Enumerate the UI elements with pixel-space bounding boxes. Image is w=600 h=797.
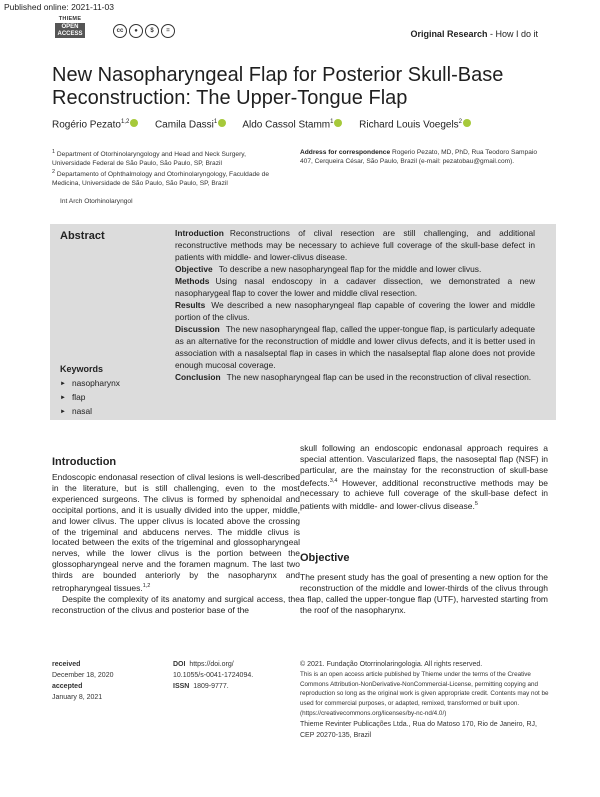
logo-access: ACCESS [57,30,83,37]
article-section-label [410,29,538,39]
keywords-list [60,377,120,419]
citation-mark: 3,4 [329,477,338,484]
correspondence-text: Rogerio Pezato, MD, PhD, Rua Teodoro Sampaio 407, Cerqueira César, São Paulo, Brazil (e-mail: pezatobau@gmail.com). [300,149,537,165]
doi-link[interactable]: https://doi.org/ [189,661,234,668]
affiliation-text: Department of Otorhinolaryngology and Head and Neck Surgery, Universidade Federal de São Paulo, São Paulo, SP, Brazil [52,151,246,168]
abstract-section [175,227,535,263]
license-text: This is an open access article published by Thieme under the terms of the Creative Commons Attribution-NonDerivative-NonCommercial-License, permitting copying and reproduction so long as the original work is given appropriate credit. Contents may not be used for commercial purposes, or adapted, remixed, transformed or built upon. (https://creativecommons.org/licenses/by-nc-nd/4.0/) [300,671,549,717]
issn-value: 1809-9777. [193,683,229,690]
abstract-section-head: Introduction [175,228,224,238]
published-online-date: Published online: 2021-11-03 [4,2,114,12]
paragraph-text: skull following an endoscopic endonasal approach requires a special attention. Vascularized flaps, the nasoseptal flap (NSF) in particular, are the mainstay for the reconstruction of skull-base defects. [300,443,548,488]
keyword-item: ► nasopharynx [60,377,120,391]
abstract-body [175,227,535,383]
introduction-heading: Introduction [52,456,117,468]
abstract-section-head: Conclusion [175,372,221,382]
abstract-section-text: The new nasopharyngeal flap, called the upper-tongue flap, is particularly adequate as an alternative for the reconstruction of middle and lower clivus defects, and it is better used in association with a nasalseptal flap in cases in which the nasalseptal flap alone does not provide enough mucosal coverage. [175,324,535,370]
author-affiliation-mark: 1 [213,119,218,125]
abstract-section [175,323,535,371]
abstract-section-text: The new nasopharyngeal flap can be used in the reconstruction of clival resection. [226,372,532,382]
author-list [52,119,471,130]
author-name: Aldo Cassol Stamm [242,119,331,131]
doi-value[interactable]: 10.1055/s-0041-1724094. [173,672,254,679]
abstract-section [175,371,535,383]
author-affiliation-mark: 2 [458,119,463,125]
paragraph-text: Endoscopic endonasal resection of clival lesions is well-described in the literature, but is still challenging, even to the most experienced surgeons. The clivus is formed by sphenoidal and occipital portions, and it is usually divided into the upper, middle, and lower clivus. The upper clivus is located above the crossing of the trigeminal and abducens nerves. The middle clivus is located between the exits of the trigeminal and glossopharyngeal nerves, while the lower clivus is the portion between the glossopharyngeal nerve and the foramen magnum. The last two thirds are bounded anteriorly by the nasopharynx and retropharyngeal tissues. [52,472,300,593]
accepted-date: January 8, 2021 [52,694,103,701]
abstract-section [175,275,535,299]
keyword-item: ► flap [60,391,120,405]
issn-label: ISSN [173,683,190,690]
author-name: Camila Dassi [154,119,214,131]
citation-mark: 1,2 [142,583,151,590]
abstract-section-text: Using nasal endoscopy in a cadaver dissection, we demonstrated a new nasopharygeal flap to cover the lower and middle clival resection. [175,276,535,298]
abstract-section-head: Discussion [175,324,220,334]
author-name: Richard Louis Voegels [359,119,459,131]
affiliation-text: Departamento of Ophthalmology and Otorhinolaryngology, Faculdade de Medicina, Universidade de São Paulo, São Paulo, SP, Brazil [52,171,270,188]
thieme-open-access-logo [55,16,85,44]
copyright: © 2021. Fundação Otorrinolaringologia. All rights reserved. [300,661,483,668]
orcid-icon[interactable] [130,119,138,127]
orcid-icon[interactable] [334,119,342,127]
affiliation-1 [52,148,282,168]
abstract-section-head: Results [175,300,206,310]
introduction-body [52,472,300,616]
logo-open-access [55,23,85,38]
abstract-section-head: Objective [175,264,213,274]
nd-noderivatives-icon: = [161,24,175,38]
affiliation-2 [52,168,287,188]
author-name: Rogério Pezato [52,119,121,131]
correspondence-label: Address for correspondence [300,149,391,156]
introduction-continued [300,443,548,512]
cc-icon: cc [113,24,127,38]
author-affiliation-mark: 1 [330,119,334,125]
received-date: December 18, 2020 [52,672,114,679]
orcid-icon[interactable] [218,119,226,127]
objective-heading: Objective [300,552,350,564]
paragraph [300,443,548,512]
abstract-section-head: Methods [175,276,210,286]
doi-issn [173,659,253,692]
logo-open: OPEN [61,24,79,30]
received-label: received [52,661,81,668]
copyright-license [300,659,550,741]
affiliation-number: 2 [52,169,56,175]
publisher-address: Thieme Revinter Publicações Ltda., Rua do Matoso 170, Rio de Janeiro, RJ, CEP 20270-135, Brazil [300,720,537,739]
logo-publisher: THIEME [58,16,82,22]
by-attribution-icon: ● [129,24,143,38]
author-affiliation-mark: 1,2 [120,119,130,125]
section-subtype: - How I do it [487,29,538,39]
abstract-section-text: We described a new nasopharyngeal flap capable of covering the lower and middle portion of the clivus. [175,300,535,322]
abstract-section [175,263,535,275]
paragraph-text: However, additional reconstructive methods may be necessary to achieve full coverage of the skull-base defect in patients with middle- and lower-clivus disease. [300,477,548,512]
creative-commons-license-icons[interactable] [113,24,175,38]
received-accepted-dates [52,659,113,703]
accepted-label: accepted [52,683,83,690]
doi-label: DOI [173,661,186,668]
affiliation-number: 1 [52,149,56,155]
abstract-title: Abstract [60,230,105,242]
orcid-icon[interactable] [463,119,471,127]
article-title: New Nasopharyngeal Flap for Posterior Skull-Base Reconstruction: The Upper-Tongue Flap [52,64,504,109]
keyword-item: ► nasal [60,405,120,419]
abstract-section-text: Reconstructions of clival resection are still challenging, and additional reconstructive methods may be necessary to achieve full coverage of the skull-base defect in patients with middle- and lower-clivus disease. [175,228,535,262]
objective-body: The present study has the goal of presenting a new option for the reconstruction of the middle and lower-thirds of the clivus through a flap, called the upper-tongue flap (UTF), harvested starting from the roof of the nasopharynx. [300,572,548,615]
paragraph: Despite the complexity of its anatomy and surgical access, the reconstruction of the clivus and posterior base of the [52,593,300,615]
citation-mark: 5 [474,501,478,508]
correspondence-address [300,148,540,166]
abstract-section-text: To describe a new nasopharyngeal flap for the middle and lower clivus. [218,264,482,274]
abstract-section [175,299,535,323]
section-type: Original Research [410,29,488,39]
nc-noncommercial-icon: $ [145,24,159,38]
paragraph [52,472,300,594]
journal-name: Int Arch Otorhinolaryngol [60,198,133,205]
keywords-title: Keywords [60,364,104,374]
